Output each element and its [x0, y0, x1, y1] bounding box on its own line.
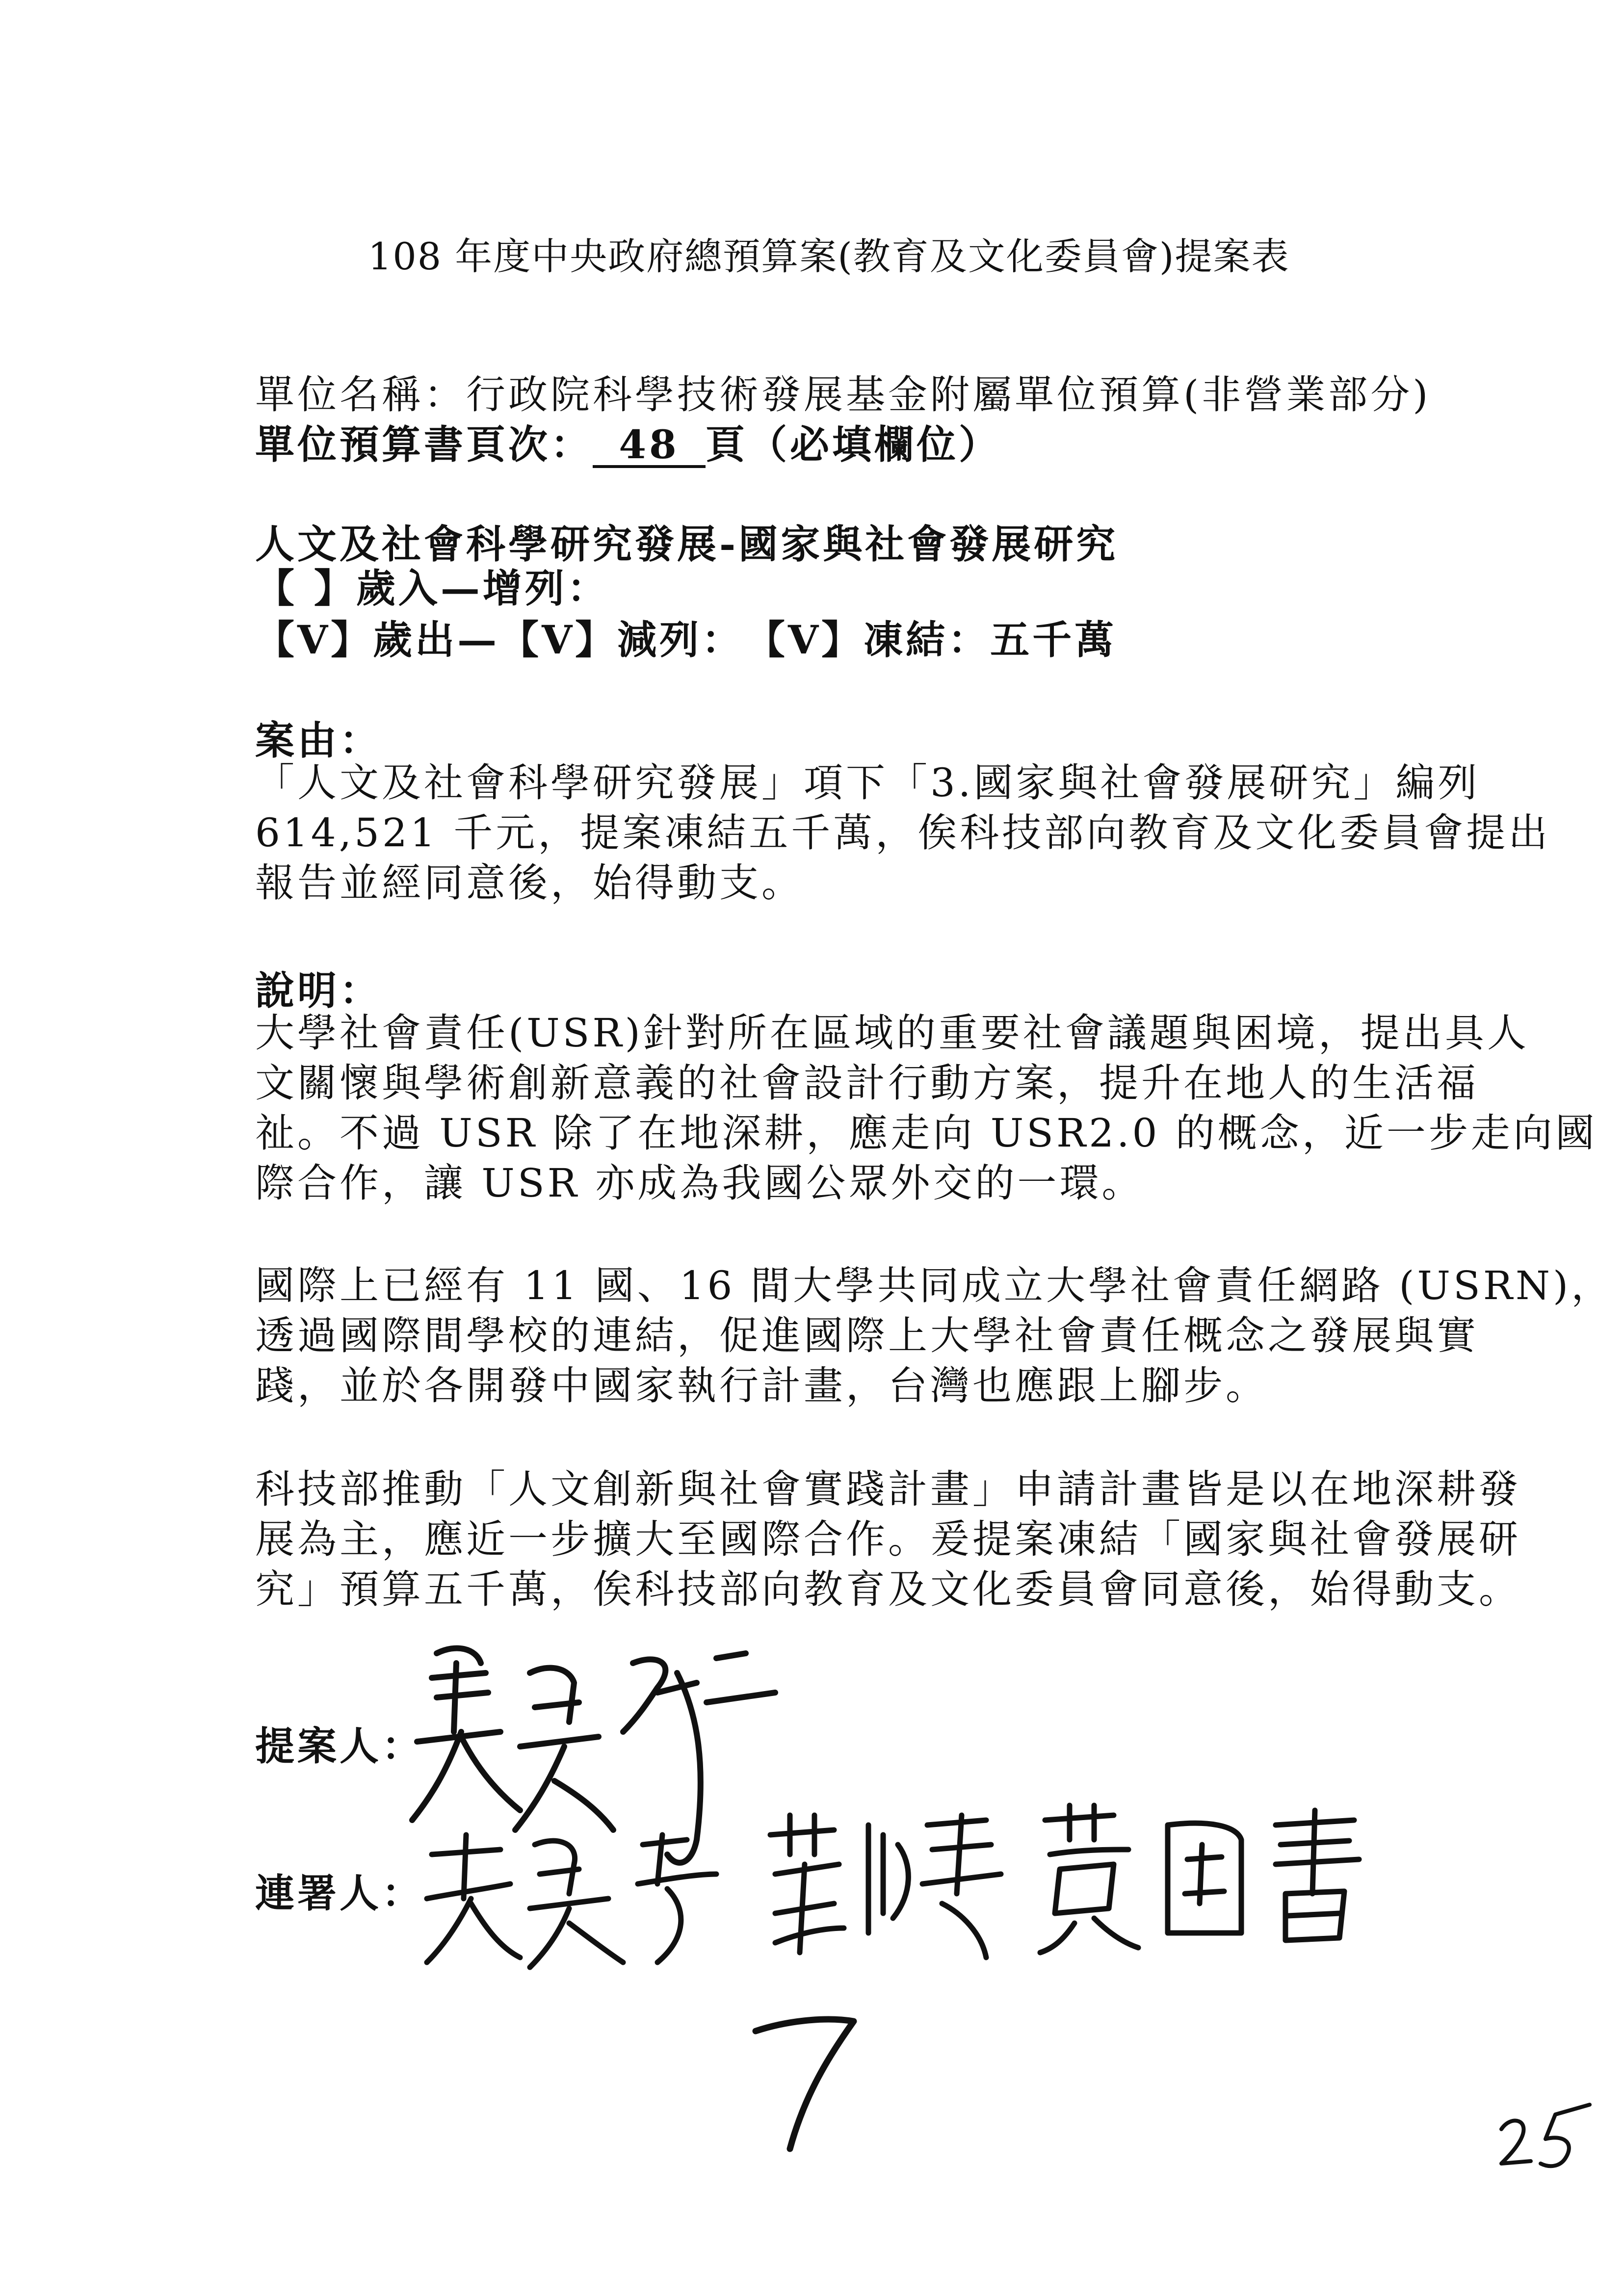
explanation-line: 大學社會責任(USR)針對所在區域的重要社會議題與困境，提出具人	[255, 1010, 1529, 1056]
explanation-line: 展為主，應近一步擴大至國際合作。爰提案凍結「國家與社會發展研	[255, 1516, 1521, 1562]
cosigner-signature-2	[756, 1805, 1030, 1972]
explanation-line: 科技部推動「人文創新與社會實踐計畫」申請計畫皆是以在地深耕發	[255, 1466, 1521, 1512]
reason-line: 「人文及社會科學研究發展」項下「3.國家與社會發展研究」編列	[255, 760, 1480, 806]
explanation-paragraph-2	[255, 1261, 1614, 1411]
explanation-line: 究」預算五千萬，俟科技部向教育及文化委員會同意後，始得動支。	[255, 1566, 1521, 1612]
unit-name: 單位名稱：行政院科學技術發展基金附屬單位預算(非營業部分)	[255, 372, 1431, 417]
explanation-line: 國際上已經有 11 國、16 間大學共同成立大學社會責任網路 (USRN)，	[255, 1263, 1614, 1308]
cosigner-label: 連署人：	[255, 1870, 424, 1916]
document-title: 108 年度中央政府總預算案(教育及文化委員會)提案表	[368, 235, 1290, 278]
cosigner-signature-1	[412, 1825, 736, 1982]
explanation-paragraph-1	[255, 1008, 1598, 1208]
reason-body	[255, 758, 1551, 908]
expense-checkbox-line: 【V】歲出—【V】減列：	[255, 617, 744, 663]
explanation-heading: 說明：	[255, 967, 382, 1014]
page-reference-suffix: 頁（必填欄位）	[706, 421, 1001, 468]
page-reference-prefix: 單位預算書頁次：	[255, 421, 593, 468]
revenue-checkbox-line: 【 】歲入—增列：	[255, 565, 609, 611]
page-number: 48	[593, 424, 706, 468]
page-reference	[255, 413, 1001, 470]
explanation-line: 文關懷與學術創新意義的社會設計行動方案，提升在地人的生活福	[255, 1060, 1479, 1106]
cosigner-signature-3	[1030, 1796, 1384, 1962]
explanation-line: 透過國際間學校的連結，促進國際上大學社會責任概念之發展與實	[255, 1313, 1479, 1358]
explanation-paragraph-3	[255, 1464, 1521, 1615]
reason-line: 報告並經同意後，始得動支。	[255, 860, 804, 906]
explanation-line: 祉。不過 USR 除了在地深耕，應走向 USR2.0 的概念，近一步走向國	[255, 1110, 1598, 1156]
program-title: 人文及社會科學研究發展-國家與社會發展研究	[255, 521, 1119, 567]
handwritten-number	[741, 2002, 868, 2159]
freeze-checkbox-line: 【V】凍結：五千萬	[746, 617, 1117, 663]
proposer-label: 提案人：	[255, 1723, 424, 1769]
reason-heading: 案由：	[255, 717, 382, 763]
explanation-line: 際合作，讓 USR 亦成為我國公眾外交的一環。	[255, 1160, 1144, 1206]
page-mark	[1492, 2095, 1599, 2173]
reason-line: 614,521 千元，提案凍結五千萬，俟科技部向教育及文化委員會提出	[255, 810, 1551, 856]
explanation-line: 踐，並於各開發中國家執行計畫，台灣也應跟上腳步。	[255, 1363, 1268, 1409]
